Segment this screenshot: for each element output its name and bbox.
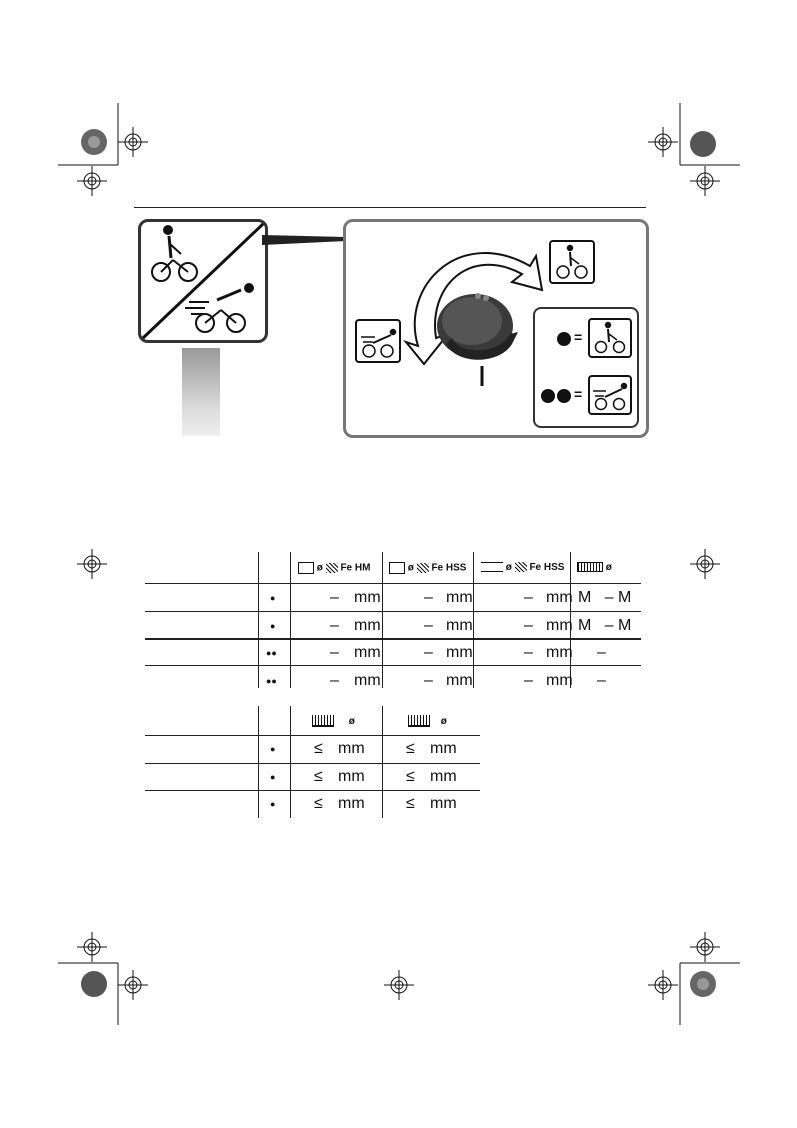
machine-screw-icon [408,715,430,727]
diameter-symbol: ø [316,562,323,574]
fast-cyclist-icon [185,284,253,332]
fast-cyclist-pictogram [355,319,401,363]
unit-label: mm [430,795,457,812]
two-dot-indicator-b [557,389,571,403]
unit-label: mm [338,795,365,812]
unit-label: mm [546,644,573,661]
material-label: Fe HM [340,562,371,574]
registration-target-mr [690,549,720,579]
drill-bit-icon [389,562,405,574]
material-label: Fe HSS [529,562,565,573]
slow-cyclist-pictogram [549,240,595,284]
color-circle-bl [80,970,108,998]
unit-label: mm [338,768,365,785]
range-dash: – [330,617,339,634]
range-dash: – [524,644,533,661]
material-icon [326,563,338,573]
screw-size-cell: – [597,644,606,661]
limit-symbol: ≤ [406,740,415,757]
limit-symbol: ≤ [406,795,415,812]
gear-switch-illustration [400,226,550,396]
unit-label: mm [446,617,473,634]
registration-target-bl [77,932,107,962]
header-metal-hss-2 [481,562,564,574]
diameter-symbol: ø [440,715,447,727]
range-dash: – [524,617,533,634]
registration-target-ml [77,549,107,579]
callout-connector [262,227,346,251]
slow-cyclist-icon [152,226,197,281]
diameter-symbol: ø [407,562,414,574]
legend-fast-cyclist-icon [588,375,632,415]
range-dash: – [330,672,339,689]
unit-label: mm [354,617,381,634]
speed-indicator: ● [270,621,276,631]
material-label: Fe HSS [431,562,467,574]
unit-label: mm [446,644,473,661]
header-wood-hm [298,562,370,575]
registration-target-t1 [118,127,148,157]
registration-target-tl [77,166,107,196]
header-rule [134,207,646,208]
twist-drill-icon [481,562,503,572]
header-wood-screw [312,715,355,728]
speed-pictogram-box [138,219,268,343]
range-dash: – [424,617,433,634]
unit-label: mm [446,672,473,689]
registration-target-b2 [384,970,414,1000]
diameter-symbol: ø [348,715,355,727]
diameter-symbol: ø [605,562,612,573]
range-dash: – [524,672,533,689]
unit-label: mm [546,617,573,634]
header-machine-screw [408,715,447,728]
range-dash: – [330,644,339,661]
registration-target-b3 [648,970,678,1000]
screw-size-cell: M – M [578,617,632,634]
speed-indicator: ● [270,593,276,603]
gear-switch-knob-icon [437,293,518,386]
limit-symbol: ≤ [406,768,415,785]
starburst-circle-tl [80,128,108,156]
starburst-circle-br [689,970,717,998]
range-dash: – [330,589,339,606]
limit-symbol: ≤ [314,768,323,785]
gray-position-bar [182,348,220,436]
registration-target-t2 [648,127,678,157]
screw-icon [577,562,603,572]
unit-label: mm [546,672,573,689]
range-dash: – [424,672,433,689]
unit-label: mm [354,589,381,606]
speed-selection-illustration [141,222,265,340]
unit-label: mm [354,644,381,661]
speed-indicator: ● [270,744,276,754]
range-dash: – [424,589,433,606]
header-metal-hss-1 [389,562,466,575]
range-dash: – [524,589,533,606]
registration-target-br [690,932,720,962]
screw-size-cell: M – M [578,589,632,606]
limit-symbol: ≤ [314,740,323,757]
header-screw [577,562,612,574]
two-dot-indicator-a [541,389,555,403]
speed-indicator: ● [270,799,276,809]
screw-size-cell: – [597,672,606,689]
unit-label: mm [338,740,365,757]
registration-target-tr [690,166,720,196]
unit-label: mm [546,589,573,606]
one-dot-indicator [557,332,571,346]
registration-target-b1 [118,970,148,1000]
unit-label: mm [430,740,457,757]
unit-label: mm [354,672,381,689]
legend-slow-cyclist-icon [588,318,632,358]
legend-equals-2: = [574,386,583,402]
drill-bit-icon [298,562,314,574]
material-icon [417,563,429,573]
unit-label: mm [446,589,473,606]
color-circle-tr [689,130,717,158]
unit-label: mm [430,768,457,785]
diameter-symbol: ø [505,562,512,573]
speed-indicator: ●● [266,648,277,658]
speed-indicator: ● [270,772,276,782]
material-icon [515,562,527,572]
range-dash: – [424,644,433,661]
limit-symbol: ≤ [314,795,323,812]
speed-indicator: ●● [266,676,277,686]
legend-equals-1: = [574,329,583,345]
wood-screw-icon [312,715,334,727]
